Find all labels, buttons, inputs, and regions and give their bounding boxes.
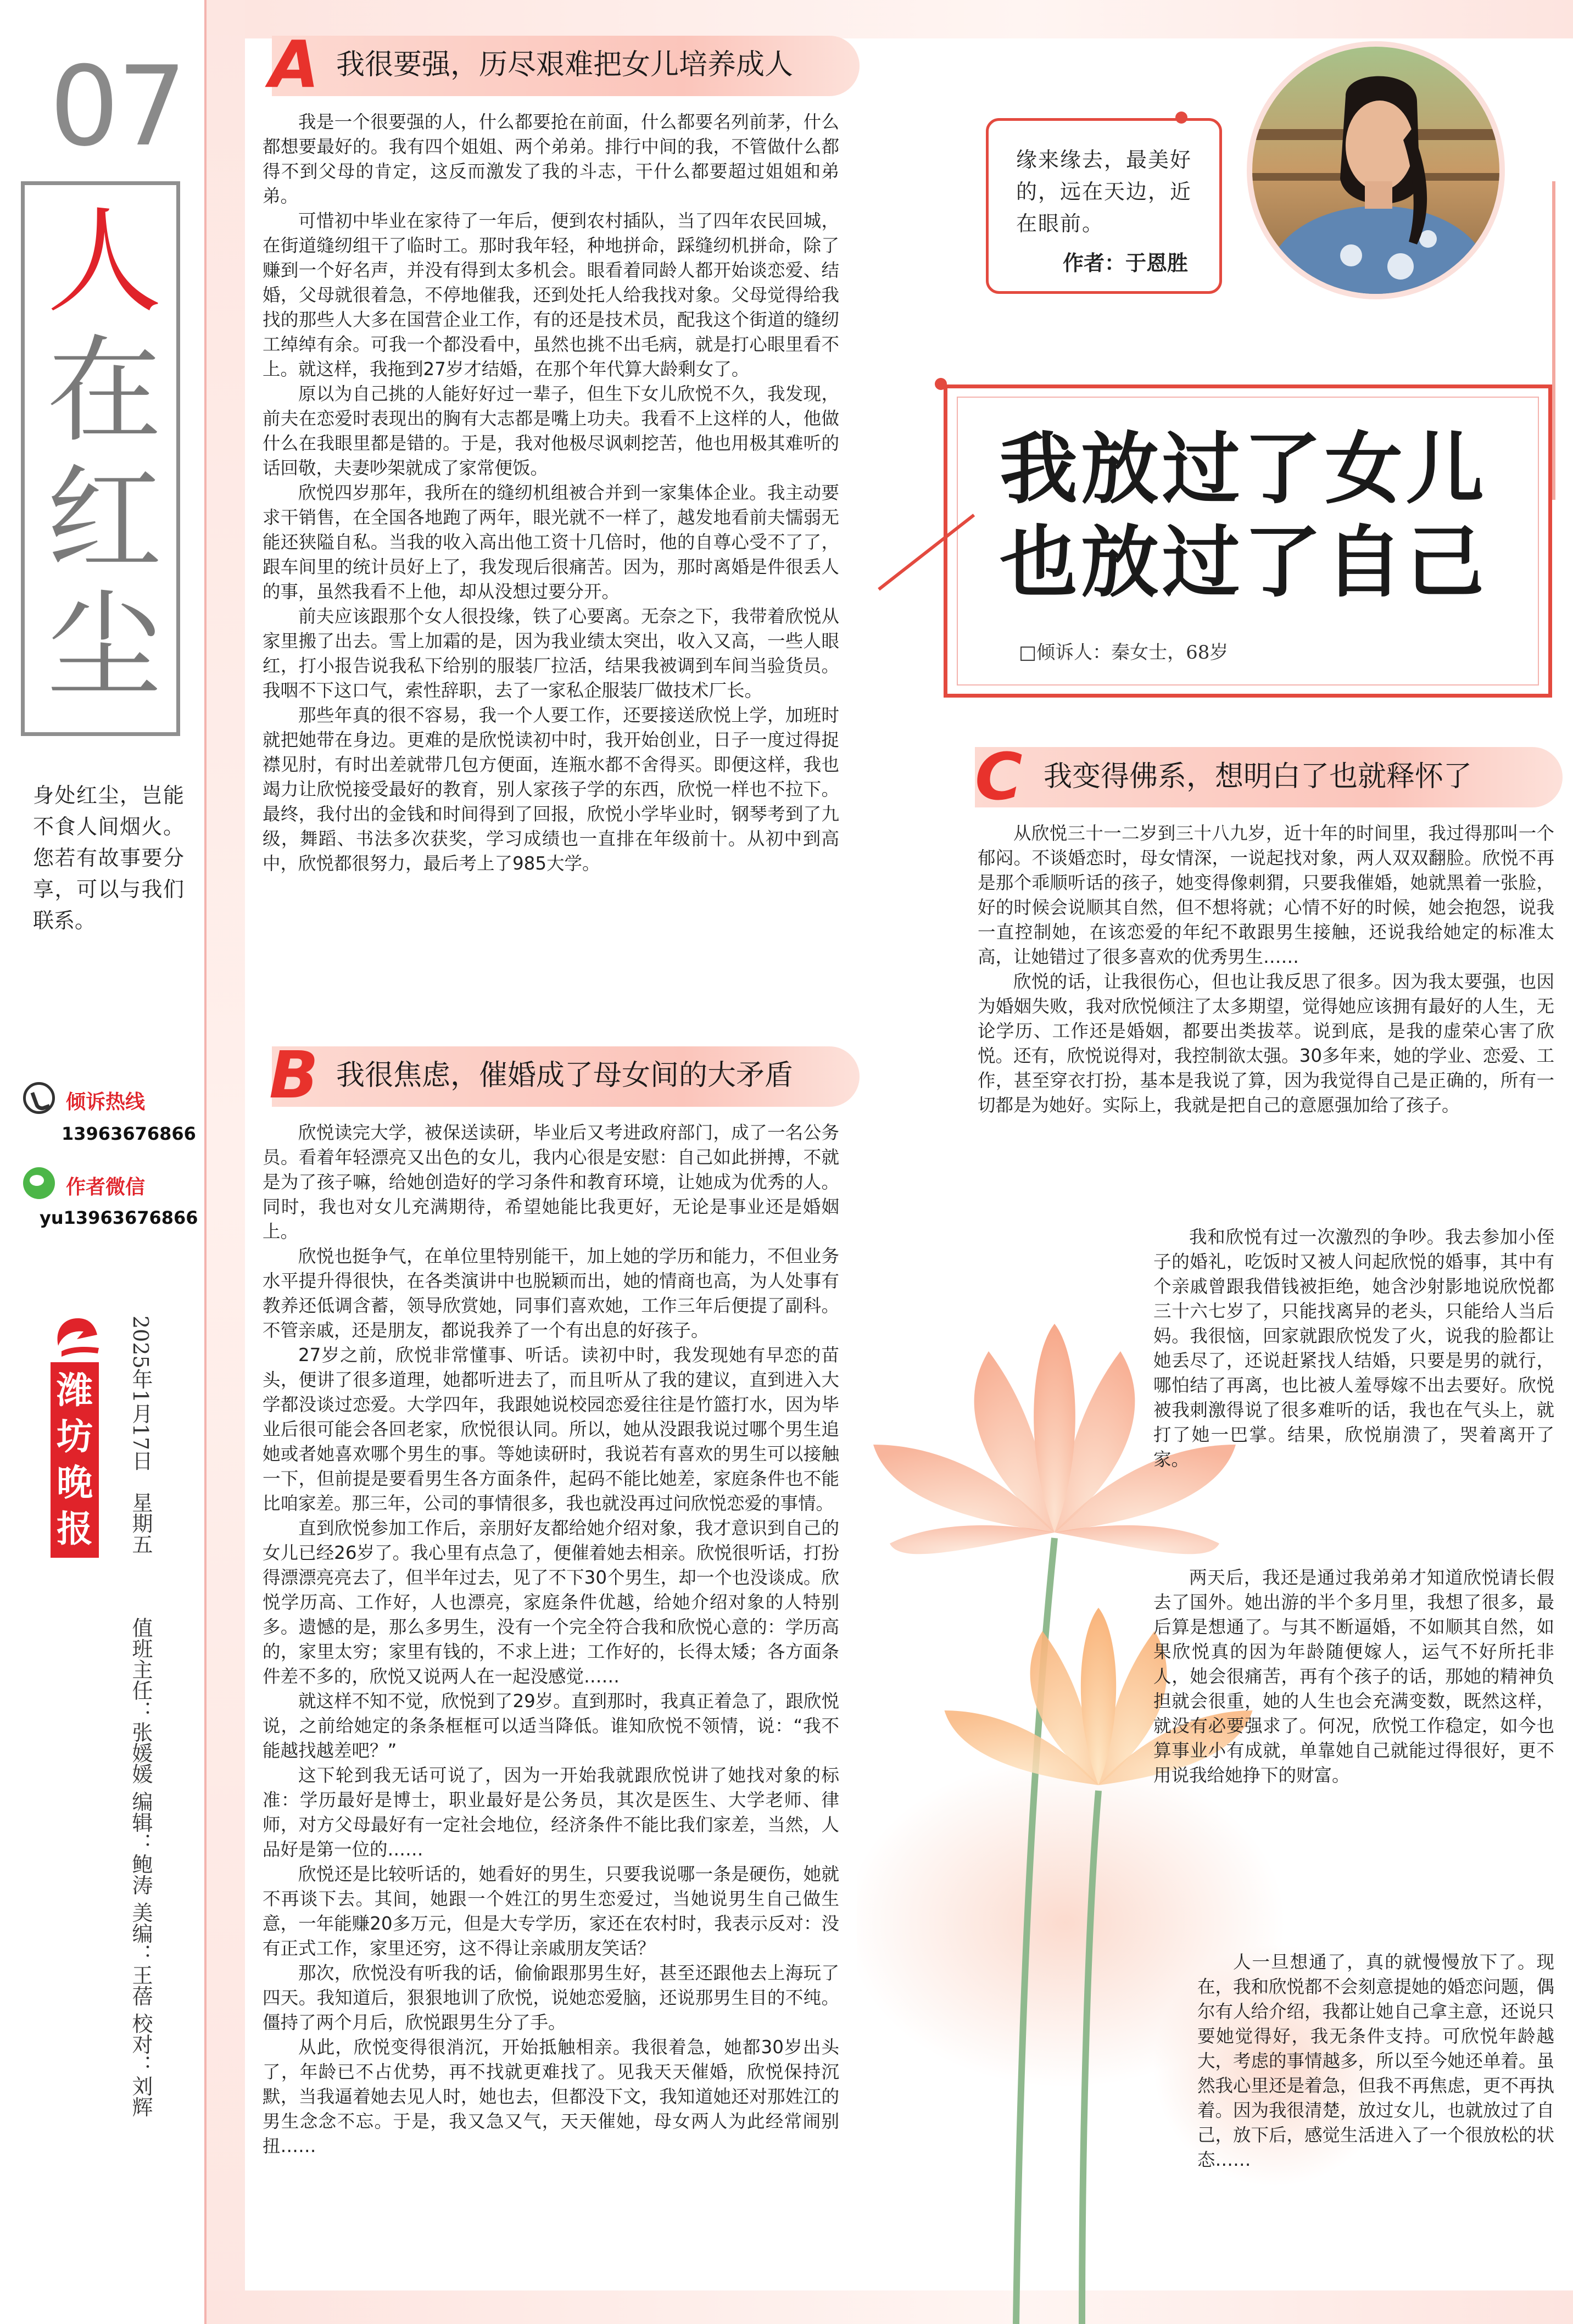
issue-date: 2025年1月17日 xyxy=(129,1316,153,1472)
paragraph: 那些年真的很不容易，我一个人要工作，还要接送欣悦上学，加班时就把她带在身边。更难的是欣悦读初中时，我开始创业，日子一度过得捉襟见肘，有时出差就带几包方便面，连瓶水都不舍得买。即便这样，我也竭力让欣悦接受最好的教育，别人家孩子学的东西，欣悦一样也不拉下。最终，我付出的金钱和时间得到了回报，欣悦小学毕业时，钢琴考到了九级，舞蹈、书法多次获奖，学习成绩也一直排在年级前十。从初中到高中，欣悦都很努力，最后考上了985大学。 xyxy=(263,705,839,874)
section-c-title: 我变得佛系，想明白了也就释怀了 xyxy=(1044,760,1472,793)
paragraph: 可惜初中毕业在家待了一年后，便到农村插队，当了四年农民回城，在街道缝纫组干了临时工。那时我年轻，种地拼命，踩缝纫机拼命，除了赚到一个好名声，并没有得到太多机会。眼看着同龄人都开始谈恋爱、结婚，父母就很着急，不停地催我，还到处托人给我找对象。父母觉得给我找的那些人大多在国营企业工作，有的还是技术员，配我这个街道的缝纫工绰绰有余。可我一个都没看中，虽然也挑不出毛病，就是打心眼里看不上。就这样，我拖到27岁才结婚，在那个年代算大龄剩女了。 xyxy=(263,210,839,380)
headline-line-2: 也放过了自己 xyxy=(1000,517,1487,608)
paragraph: 就这样不知不觉，欣悦到了29岁。直到那时，我真正着急了，跟欣悦说，之前给她定的条条框框可以适当降低。谁知欣悦不领情，说：“我不能越找越差吧？” xyxy=(263,1691,839,1761)
paragraph: 我是一个很要强的人，什么都要抢在前面，什么都要名列前茅，什么都想要最好的。我有四个姐姐、两个弟弟。排行中间的我，不管做什么都得不到父母的肯定，这反而激发了我的斗志，干什么都要超过姐姐和弟弟。 xyxy=(263,112,839,207)
headline xyxy=(1000,423,1538,610)
headline-box-dot xyxy=(935,378,947,390)
section-c-body-bottom xyxy=(1197,1950,1554,2172)
section-a-letter: A xyxy=(269,26,320,102)
paragraph: 人一旦想通了，真的就慢慢放下了。现在，我和欣悦都不会刻意提她的婚恋问题，偶尔有人给介绍，我都让她自己拿主意，还说只要她觉得好，我无条件支持。可欣悦年龄越大，考虑的事情越多，所以至今她还单着。虽然我心里还是着急，但我不再焦虑，更不再执着。因为我很清楚，放过女儿，也就放过了自己，放下后，感觉生活进入了一个很放松的状态…… xyxy=(1197,1952,1555,2170)
author-quote: 缘来缘去，最美好的，远在天边，近在眼前。 xyxy=(1016,148,1192,236)
phone-icon xyxy=(23,1082,55,1114)
paragraph: 欣悦四岁那年，我所在的缝纫机组被合并到一家集体企业。我主动要求干销售，在全国各地跑了两年，眼光就不一样了，越发地看前夫懦弱无能还狭隘自私。当我的收入高出他工资十几倍时，他的自尊心受不了了，跟车间里的统计员好上了，我发现后很痛苦。因为，那时离婚是件很丢人的事，虽然我看不上他，却从没想过要分开。 xyxy=(263,482,839,602)
column-title-char-4: 尘 xyxy=(46,579,162,714)
paragraph: 从欣悦三十一二岁到三十八九岁，近十年的时间里，我过得那叫一个郁闷。不谈婚恋时，母女情深，一说起找对象，两人双双翻脸。欣悦不再是那个乖顺听话的孩子，她变得像刺猬，只要我催婚，她就黑着一张脸，好的时候会说顺其自然，但不想将就；心情不好的时候，她会抱怨，说我一直控制她，在该恋爱的年纪不敢跟男生接触，还说我给她定的标准太高，让她错过了很多喜欢的优秀男生…… xyxy=(978,823,1554,967)
issue-weekday: 星期五 xyxy=(129,1492,153,1555)
hotline-label: 倾诉热线 xyxy=(66,1091,146,1113)
paragraph: 欣悦还是比较听话的，她看好的男生，只要我说哪一条是硬伤，她就不再谈下去。其间，她跟一个姓江的男生恋爱过，当她说男生自己做生意，一年能赚20多万元，但是大专学历，家还在农村时，我表示反对：没有正式工作，家里还穷，这不得让亲戚朋友笑话？ xyxy=(263,1864,839,1959)
headline-line-1: 我放过了女儿 xyxy=(1000,424,1487,515)
author-photo xyxy=(1247,41,1505,299)
newspaper-logo-icon xyxy=(51,1313,105,1362)
paragraph: 这下轮到我无话可说了，因为一开始我就跟欣悦讲了她找对象的标准：学历最好是博士，职业最好是公务员，其次是医生、大学老师、律师，对方父母最好有一定社会地位，经济条件不能比我们家差，当然，人品好是第一位的…… xyxy=(263,1765,839,1860)
author-box-dot xyxy=(1175,112,1187,124)
column-title-char-1: 人 xyxy=(46,194,162,329)
paragraph: 27岁之前，欣悦非常懂事、听话。读初中时，我发现她有早恋的苗头，便讲了很多道理，她都听进去了，而且听从了我的建议，直到进入大学都没谈过恋爱。大学四年，我跟她说校园恋爱往往是竹篮打水，因为毕业后很可能会各回老家，欣悦很认同。所以，她从没跟我说过哪个男生追她或者她喜欢哪个男生的事。等她读研时，我说若有喜欢的男生可以接触一下，但前提是要看男生各方面条件，起码不能比她差，家庭条件也不能比咱家差。那三年，公司的事情很多，我也就没再过问欣悦恋爱的事情。 xyxy=(263,1345,839,1514)
paragraph: 从此，欣悦变得很消沉，开始抵触相亲。我很着急，她都30岁出头了，年龄已不占优势，再不找就更难找了。见我天天催婚，欣悦保持沉默，当我逼着她去见人时，她也去，但都没下文，我知道她还对那姓江的男生念念不忘。于是，我又急又气，天天催她，母女两人为此经常闹别扭…… xyxy=(263,2037,839,2156)
section-a-title: 我很要强，历尽艰难把女儿培养成人 xyxy=(336,48,794,81)
hotline-number: 13963676866 xyxy=(62,1123,196,1144)
staff-credits: 值班主任：张媛媛 编辑：鲍涛 美编：王蓓 校对：刘辉 xyxy=(129,1617,153,2117)
wechat-icon xyxy=(23,1167,55,1199)
author-photo-image xyxy=(1252,47,1499,294)
column-title-char-3: 红 xyxy=(46,453,162,587)
column-intro: 身处红尘，岂能不食人间烟火。您若有故事要分享，可以与我们联系。 xyxy=(33,783,184,933)
paragraph: 前夫应该跟那个女人很投缘，铁了心要离。无奈之下，我带着欣悦从家里搬了出去。雪上加霜的是，因为我业绩太突出，收入又高，一些人眼红，打小报告说我私下给别的服装厂拉活，结果我被调到车间当验货员。我咽不下这口气，索性辞职，去了一家私企服装厂做技术厂长。 xyxy=(263,606,839,701)
paragraph: 欣悦也挺争气，在单位里特别能干，加上她的学历和能力，不但业务水平提升得很快，在各类演讲中也脱颖而出，她的情商也高，为人处事有教养还低调含蓄，领导欣赏她，同事们喜欢她，工作三年后便提了副科。不管亲戚，还是朋友，都说我养了一个有出息的好孩子。 xyxy=(263,1246,839,1341)
paragraph: 我和欣悦有过一次激烈的争吵。我去参加小侄子的婚礼，吃饭时又被人问起欣悦的婚事，其中有个亲戚曾跟我借钱被拒绝，她含沙射影地说欣悦都三十六七岁了，只能找离异的老头，只能给人当后妈。我很恼，回家就跟欣悦发了火，说我的脸都让她丢尽了，还说赶紧找人结婚，只要是男的就行，哪怕结了再离，也比被人羞辱嫁不出去要好。欣悦被我刺激得说了很多难听的话，我也在气头上，就打了她一巴掌。结果，欣悦崩溃了，哭着离开了家。 xyxy=(1153,1227,1554,1470)
author-name: 作者：于恩胜 xyxy=(1063,251,1189,275)
headline-accent-bar xyxy=(1552,181,1555,500)
paragraph: 那次，欣悦没有听我的话，偷偷跟那男生好，甚至还跟他去上海玩了四天。我知道后，狠狠地训了欣悦，说她恋爱脑，还说那男生目的不纯。僵持了两个月后，欣悦跟男生分了手。 xyxy=(263,1963,839,2033)
narrator-byline: □倾诉人：秦女士，68岁 xyxy=(1019,642,1229,664)
column-title-char-2: 在 xyxy=(46,324,162,458)
paragraph: 欣悦的话，让我很伤心，但也让我反思了很多。因为我太要强，也因为婚姻失败，我对欣悦倾注了太多期望，觉得她应该拥有最好的人生，无论学历、工作还是婚姻，都要出类拔萃。说到底，是我的虚荣心害了欣悦。还有，欣悦说得对，我控制欲太强。30多年来，她的学业、恋爱、工作，甚至穿衣打扮，基本是我说了算，因为我觉得自己是正确的，所有一切都是为她好。实际上，我就是把自己的意愿强加给了孩子。 xyxy=(978,971,1554,1116)
paragraph: 两天后，我还是通过我弟弟才知道欣悦请长假去了国外。她出游的半个多月里，我想了很多，最后算是想通了。与其不断逼婚，不如顺其自然，如果欣悦真的因为年龄随便嫁人，运气不好所托非人，她会很痛苦，再有个孩子的话，那她的精神负担就会很重，她的人生也会充满变数，既然这样，就没有必要强求了。何况，欣悦工作稳定，如今也算事业小有成就，单靠她自己就能过得很好，更不用说我给她挣下的财富。 xyxy=(1153,1567,1554,1786)
issue-info xyxy=(124,1316,157,2117)
section-c-letter: C xyxy=(975,739,1023,815)
wechat-label: 作者微信 xyxy=(66,1176,146,1199)
wechat-id: yu13963676866 xyxy=(40,1207,198,1228)
newspaper-name: 潍坊晚报 xyxy=(51,1362,99,1558)
paragraph: 欣悦读完大学，被保送读研，毕业后又考进政府部门，成了一名公务员。看着年轻漂亮又出色的女儿，我内心很是安慰：自己如此拼搏，不就是为了孩子嘛，给她创造好的学习条件和教育环境，让她成为优秀的人。同时，我也对女儿充满期待，希望她能比我更好，无论是事业还是婚姻上。 xyxy=(263,1122,839,1242)
paragraph: 直到欣悦参加工作后，亲朋好友都给她介绍对象，我才意识到自己的女儿已经26岁了。我心里有点急了，便催着她去相亲。欣悦很听话，打扮得漂漂亮亮去了，但半年过去，见了不下30个男生，却一个也没谈成。欣悦学历高、工作好，人也漂亮，家庭条件优越，给她介绍对象的人特别多。遗憾的是，那么多男生，没有一个完全符合我和欣悦心意的：学历高的，家里太穷；家里有钱的，不求上进；工作好的，长得太矮；各方面条件差不多的，欣悦又说两人在一起没感觉…… xyxy=(263,1518,839,1687)
section-c-body-top xyxy=(978,821,1554,1118)
section-c-body-mid xyxy=(1153,1225,1554,1472)
section-b-body xyxy=(263,1121,839,2159)
paragraph: 原以为自己挑的人能好好过一辈子，但生下女儿欣悦不久，我发现，前夫在恋爱时表现出的胸有大志都是嘴上功夫。我看不上这样的人，他做什么在我眼里都是错的。于是，我对他极尽讽刺挖苦，他也用极其难听的话回敬，夫妻吵架就成了家常便饭。 xyxy=(263,383,839,478)
column-title-box xyxy=(21,181,180,736)
page-number: 07 xyxy=(49,43,185,171)
section-c-body-lower xyxy=(1153,1565,1554,1788)
section-b-letter: B xyxy=(269,1037,319,1113)
section-b-title: 我很焦虑，催婚成了母女间的大矛盾 xyxy=(336,1059,794,1092)
section-a-body xyxy=(263,110,839,876)
